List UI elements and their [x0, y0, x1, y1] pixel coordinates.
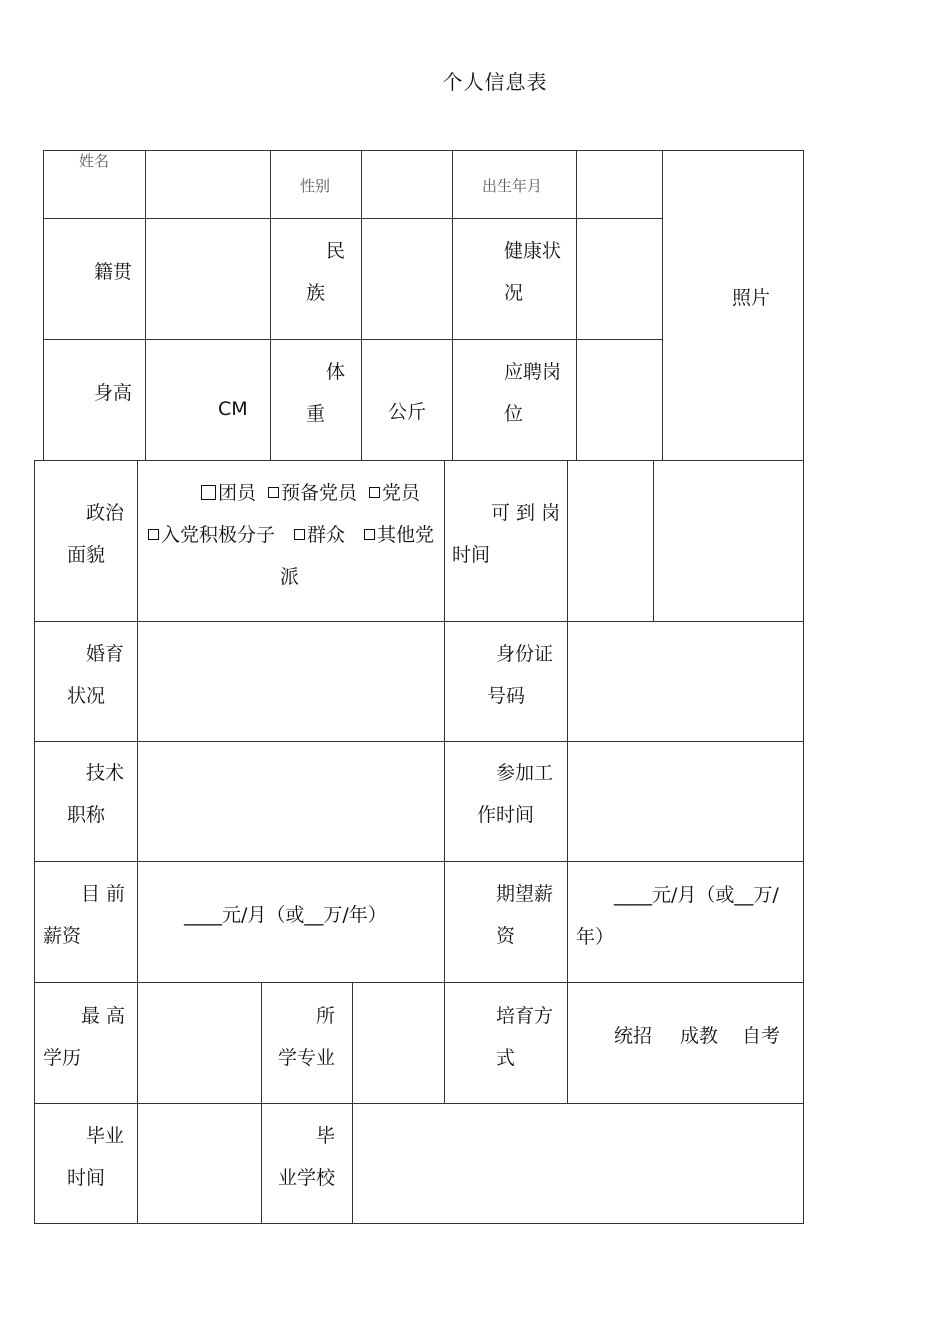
label-marital-1: 婚育 — [86, 643, 125, 665]
option-activist[interactable]: 入党积极分子 — [148, 514, 275, 556]
label-id-2: 号码 — [487, 685, 526, 707]
label-ethnicity-2: 族 — [306, 282, 326, 304]
label-weight-1: 体 — [326, 361, 346, 383]
label-grad-time-1: 毕业 — [86, 1125, 125, 1147]
label-cur-salary-1: 目 前 — [81, 883, 126, 905]
label-weight-unit: 公斤 — [388, 401, 427, 423]
checkbox-icon — [201, 485, 216, 500]
label-health-2: 况 — [504, 282, 524, 304]
checkbox-icon — [369, 487, 380, 498]
option-masses[interactable]: 群众 — [294, 514, 345, 556]
option-league[interactable]: 团员 — [201, 472, 256, 514]
option-party[interactable]: 党员 — [369, 472, 420, 514]
value-cur-salary: ____元/月（或__万/年） — [184, 904, 387, 926]
label-training-2: 式 — [496, 1047, 516, 1069]
label-edu-2: 学历 — [43, 1047, 82, 1069]
label-tech-2: 职称 — [67, 804, 106, 826]
page-title: 个人信息表 — [442, 70, 548, 94]
label-work-start-2: 作时间 — [477, 804, 535, 826]
label-ethnicity-1: 民 — [326, 240, 346, 262]
option-probationary[interactable]: 预备党员 — [268, 472, 357, 514]
label-gender: 性别 — [300, 177, 331, 195]
label-available-1: 可 到 岗 — [491, 502, 561, 524]
label-grad-school-2: 业学校 — [278, 1167, 336, 1189]
label-position-2: 位 — [504, 403, 524, 425]
label-training-1: 培育方 — [496, 1005, 554, 1027]
option-training-c[interactable]: 自考 — [742, 1025, 781, 1047]
label-id-1: 身份证 — [496, 643, 554, 665]
label-photo: 照片 — [732, 287, 771, 309]
label-grad-school-1: 毕 — [316, 1125, 336, 1147]
label-birth: 出生年月 — [482, 177, 543, 195]
value-exp-salary-2: 年） — [576, 926, 615, 948]
value-exp-salary-1: ____元/月（或__万/ — [614, 884, 779, 906]
label-exp-salary-2: 资 — [496, 925, 516, 947]
label-cur-salary-2: 薪资 — [43, 925, 82, 947]
label-height-unit: CM — [218, 398, 248, 420]
checkbox-icon — [268, 487, 279, 498]
label-name: 姓名 — [79, 152, 110, 170]
option-training-b[interactable]: 成教 — [680, 1025, 719, 1047]
label-weight-2: 重 — [306, 403, 326, 425]
label-height: 身高 — [94, 382, 133, 404]
lower-table — [34, 460, 804, 1224]
label-available-2: 时间 — [452, 544, 491, 566]
label-marital-2: 状况 — [67, 685, 106, 707]
label-work-start-1: 参加工 — [496, 762, 554, 784]
label-position-1: 应聘岗 — [504, 361, 562, 383]
option-other-party[interactable]: 其他党 — [364, 514, 434, 556]
label-exp-salary-1: 期望薪 — [496, 883, 554, 905]
label-native-place: 籍贯 — [94, 261, 133, 283]
label-major-1: 所 — [316, 1005, 336, 1027]
label-edu-1: 最 高 — [81, 1005, 126, 1027]
option-other-party-cont: 派 — [280, 566, 300, 588]
label-political-1: 政治 — [86, 502, 125, 524]
label-major-2: 学专业 — [278, 1047, 336, 1069]
label-health-1: 健康状 — [504, 240, 562, 262]
option-training-a[interactable]: 统招 — [614, 1025, 653, 1047]
checkbox-icon — [148, 529, 159, 540]
checkbox-icon — [364, 529, 375, 540]
label-tech-1: 技术 — [86, 762, 125, 784]
label-political-2: 面貌 — [67, 544, 106, 566]
label-grad-time-2: 时间 — [67, 1167, 106, 1189]
checkbox-icon — [294, 529, 305, 540]
